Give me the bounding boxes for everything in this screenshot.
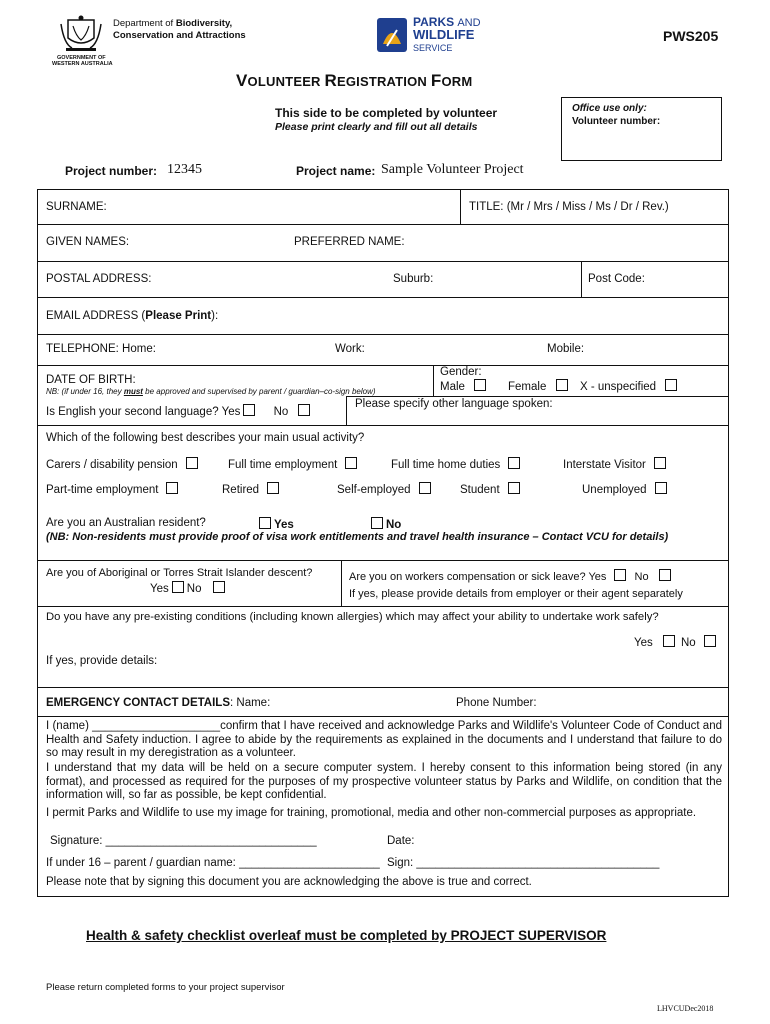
signature-field[interactable]: Signature: _________________________________ bbox=[50, 835, 317, 847]
project-number-value[interactable]: 12345 bbox=[167, 162, 202, 177]
telephone-mobile-field[interactable]: Mobile: bbox=[547, 343, 585, 355]
email-label-suffix: ): bbox=[211, 310, 219, 322]
form-title bbox=[236, 71, 472, 91]
gov-wa-label-1: GOVERNMENT OF bbox=[57, 55, 106, 61]
title-olunteer: OLUNTEER bbox=[247, 74, 325, 89]
activity-checkbox[interactable] bbox=[267, 482, 279, 494]
office-use-box bbox=[561, 97, 722, 161]
conditions-no-label: No bbox=[680, 637, 696, 649]
email-label-prefix: EMAIL ADDRESS ( bbox=[46, 310, 146, 322]
date-of-birth-field[interactable]: DATE OF BIRTH: bbox=[46, 374, 136, 386]
conditions-options bbox=[634, 635, 719, 649]
given-names-field[interactable]: GIVEN NAMES: bbox=[46, 236, 130, 248]
gender-female-label: Female bbox=[508, 381, 547, 393]
pw-word-service: SERVICE bbox=[413, 43, 453, 53]
english-question-text: Is English your second language? bbox=[46, 406, 219, 418]
title-cap-r: R bbox=[324, 71, 337, 90]
declaration-paragraph-3: I permit Parks and Wildlife to use my image for training, promotional, media and other non-commercial purposes as appropriate. bbox=[46, 807, 697, 819]
resident-no-checkbox[interactable] bbox=[371, 517, 383, 529]
surname-field[interactable]: SURNAME: bbox=[46, 201, 107, 213]
title-cap-v: V bbox=[236, 71, 248, 90]
telephone-work-field[interactable]: Work: bbox=[335, 343, 365, 355]
activity-option-self-employed[interactable] bbox=[337, 482, 434, 496]
aboriginal-no-checkbox[interactable] bbox=[213, 581, 225, 593]
preferred-name-field[interactable]: PREFERRED NAME: bbox=[294, 236, 405, 248]
activity-option-unemployed[interactable] bbox=[582, 482, 670, 496]
aboriginal-yes-checkbox[interactable] bbox=[172, 581, 184, 593]
other-language-field[interactable]: Please specify other language spoken: bbox=[355, 398, 553, 410]
activity-checkbox[interactable] bbox=[166, 482, 178, 494]
resident-yes-label: Yes bbox=[274, 519, 294, 531]
aboriginal-yes-label: Yes bbox=[150, 583, 169, 595]
activity-question: Which of the following best describes your main usual activity? bbox=[46, 432, 365, 444]
emergency-phone-field[interactable]: Phone Number: bbox=[456, 697, 537, 709]
workers-comp-no-checkbox[interactable] bbox=[659, 569, 671, 581]
pw-word-wildlife: WILDLIFE bbox=[413, 27, 475, 42]
activity-label: Full time home duties bbox=[391, 459, 501, 471]
post-code-field[interactable]: Post Code: bbox=[588, 273, 645, 285]
return-instruction: Please return completed forms to your project supervisor bbox=[46, 982, 285, 993]
emergency-name-label: : Name: bbox=[230, 697, 271, 709]
conditions-yes-label: Yes bbox=[634, 637, 653, 649]
resident-yes-option[interactable] bbox=[256, 517, 294, 531]
resident-yes-checkbox[interactable] bbox=[259, 517, 271, 529]
form-version-code: LHVCUDec2018 bbox=[657, 1004, 714, 1013]
dob-note-part1: NB: (if under 16, they bbox=[46, 387, 124, 396]
pw-word-parks: PARKS bbox=[413, 15, 455, 29]
gender-male-label: Male bbox=[440, 381, 465, 393]
wa-crest-logo bbox=[58, 14, 104, 54]
gender-male-checkbox[interactable] bbox=[474, 379, 486, 391]
title-egistration: EGISTRATION bbox=[336, 74, 431, 89]
activity-option-interstate-visitor[interactable] bbox=[563, 457, 669, 471]
activity-checkbox[interactable] bbox=[508, 482, 520, 494]
workers-comp-note: If yes, please provide details from employer or their agent separately bbox=[349, 588, 683, 600]
project-number-label: Project number: bbox=[65, 164, 158, 178]
office-use-label: Office use only: bbox=[572, 103, 647, 114]
english-no-checkbox[interactable] bbox=[298, 404, 310, 416]
parks-wildlife-logo bbox=[375, 16, 409, 54]
gender-x-label: X - unspecified bbox=[580, 381, 657, 393]
volunteer-number-label: Volunteer number: bbox=[572, 116, 661, 127]
activity-label: Carers / disability pension bbox=[46, 459, 178, 471]
activity-checkbox[interactable] bbox=[654, 457, 666, 469]
activity-option-home-duties[interactable] bbox=[391, 457, 523, 471]
activity-checkbox[interactable] bbox=[508, 457, 520, 469]
english-second-language-question bbox=[46, 404, 313, 418]
activity-label: Self-employed bbox=[337, 484, 411, 496]
gender-male-option[interactable] bbox=[440, 379, 489, 393]
activity-label: Unemployed bbox=[582, 484, 647, 496]
project-name-label: Project name: bbox=[296, 164, 376, 178]
english-no-label: No bbox=[273, 406, 289, 418]
activity-option-full-time-employment[interactable] bbox=[228, 457, 360, 471]
conditions-question: Do you have any pre-existing conditions (including known allergies) which may affect your ability to undertake work safely? bbox=[46, 611, 659, 623]
email-label-bold: Please Print bbox=[145, 310, 212, 322]
activity-checkbox[interactable] bbox=[655, 482, 667, 494]
emergency-contact-label: EMERGENCY CONTACT DETAILS bbox=[46, 697, 231, 709]
telephone-home-field[interactable]: TELEPHONE: Home: bbox=[46, 343, 156, 355]
resident-question: Are you an Australian resident? bbox=[46, 517, 206, 529]
form-code: PWS205 bbox=[663, 28, 719, 44]
activity-option-part-time[interactable] bbox=[46, 482, 181, 496]
activity-label: Retired bbox=[222, 484, 260, 496]
department-line2: Conservation and Attractions bbox=[113, 30, 246, 41]
workers-comp-question bbox=[349, 569, 674, 583]
title-field[interactable]: TITLE: (Mr / Mrs / Miss / Ms / Dr / Rev.) bbox=[469, 201, 669, 213]
gov-wa-label-2: WESTERN AUSTRALIA bbox=[52, 61, 113, 67]
workers-comp-yes-label: Yes bbox=[588, 571, 607, 583]
resident-no-label: No bbox=[386, 519, 402, 531]
activity-label: Part-time employment bbox=[46, 484, 159, 496]
activity-option-carers[interactable] bbox=[46, 457, 201, 471]
gender-label: Gender: bbox=[440, 366, 482, 378]
activity-option-student[interactable] bbox=[460, 482, 523, 496]
department-line1: Department of bbox=[113, 18, 176, 29]
aboriginal-question: Are you of Aboriginal or Torres Strait Islander descent? bbox=[46, 567, 313, 579]
dob-note bbox=[46, 387, 376, 396]
workers-comp-yes-checkbox[interactable] bbox=[614, 569, 626, 581]
declaration-final-note: Please note that by signing this document you are acknowledging the above is true and correct. bbox=[46, 876, 532, 888]
aboriginal-options bbox=[150, 581, 228, 595]
department-line1-bold: Biodiversity, bbox=[175, 18, 233, 29]
workers-comp-no-label: No bbox=[634, 571, 649, 583]
activity-checkbox[interactable] bbox=[186, 457, 198, 469]
title-cap-f: F bbox=[430, 71, 442, 90]
declaration-paragraph-2: I understand that my data will be held on a secure computer system. I hereby consent to this information being stored (in any format), and processed as required for the purposes of my prospective volunteer status by Parks and Wildlife, on condition that the information will, so far as possible, be kept confidential. bbox=[46, 762, 722, 801]
guardian-name-field[interactable]: If under 16 – parent / guardian name: ______________________ bbox=[46, 857, 380, 869]
gender-x-option[interactable] bbox=[580, 379, 680, 393]
suburb-field[interactable]: Suburb: bbox=[393, 273, 434, 285]
aboriginal-no-label: No bbox=[186, 583, 202, 595]
activity-option-retired[interactable] bbox=[222, 482, 282, 496]
guardian-sign-field[interactable]: Sign: ______________________________________ bbox=[387, 857, 660, 869]
gender-x-checkbox[interactable] bbox=[665, 379, 677, 391]
department-name bbox=[113, 18, 246, 42]
form-subtitle: This side to be completed by volunteer bbox=[275, 106, 498, 120]
emergency-contact-row[interactable] bbox=[46, 697, 270, 709]
english-yes-checkbox[interactable] bbox=[243, 404, 255, 416]
health-safety-checklist-notice: Health & safety checklist overleaf must be completed by PROJECT SUPERVISOR bbox=[86, 928, 607, 943]
postal-address-field[interactable]: POSTAL ADDRESS: bbox=[46, 273, 152, 285]
email-field[interactable] bbox=[46, 310, 218, 322]
declaration-paragraph-1: I (name) ____________________confirm that I have received and acknowledge Parks and Wildlife's Volunteer Code of Conduct and Health and Safety induction. I agree to abide by the requirements as explained in the documents and I understand that failure to do so may result in my deregistration as a volunteer. bbox=[46, 720, 722, 759]
conditions-yes-checkbox[interactable] bbox=[663, 635, 675, 647]
gender-female-option[interactable] bbox=[508, 379, 571, 393]
activity-label: Interstate Visitor bbox=[563, 459, 646, 471]
form-instruction: Please print clearly and fill out all details bbox=[275, 121, 478, 133]
activity-label: Full time employment bbox=[228, 459, 338, 471]
conditions-details-field[interactable]: If yes, provide details: bbox=[46, 655, 158, 667]
activity-label: Student bbox=[460, 484, 500, 496]
resident-note: (NB: Non-residents must provide proof of visa work entitlements and travel health insurance – Contact VCU for details) bbox=[46, 531, 669, 543]
activity-checkbox[interactable] bbox=[345, 457, 357, 469]
workers-comp-question-text: Are you on workers compensation or sick leave? bbox=[349, 571, 586, 583]
conditions-no-checkbox[interactable] bbox=[704, 635, 716, 647]
english-yes-label: Yes bbox=[221, 406, 241, 418]
project-name-value[interactable]: Sample Volunteer Project bbox=[381, 162, 524, 177]
resident-no-option[interactable] bbox=[368, 517, 401, 531]
dob-note-part2: be approved and supervised by parent / guardian–co-sign below) bbox=[142, 387, 376, 396]
date-field[interactable]: Date: bbox=[387, 835, 415, 847]
gender-female-checkbox[interactable] bbox=[556, 379, 568, 391]
title-orm: ORM bbox=[441, 74, 473, 89]
dob-note-must: must bbox=[123, 387, 143, 396]
pw-wordmark bbox=[413, 16, 481, 54]
activity-checkbox[interactable] bbox=[419, 482, 431, 494]
pw-word-and: AND bbox=[457, 17, 481, 29]
